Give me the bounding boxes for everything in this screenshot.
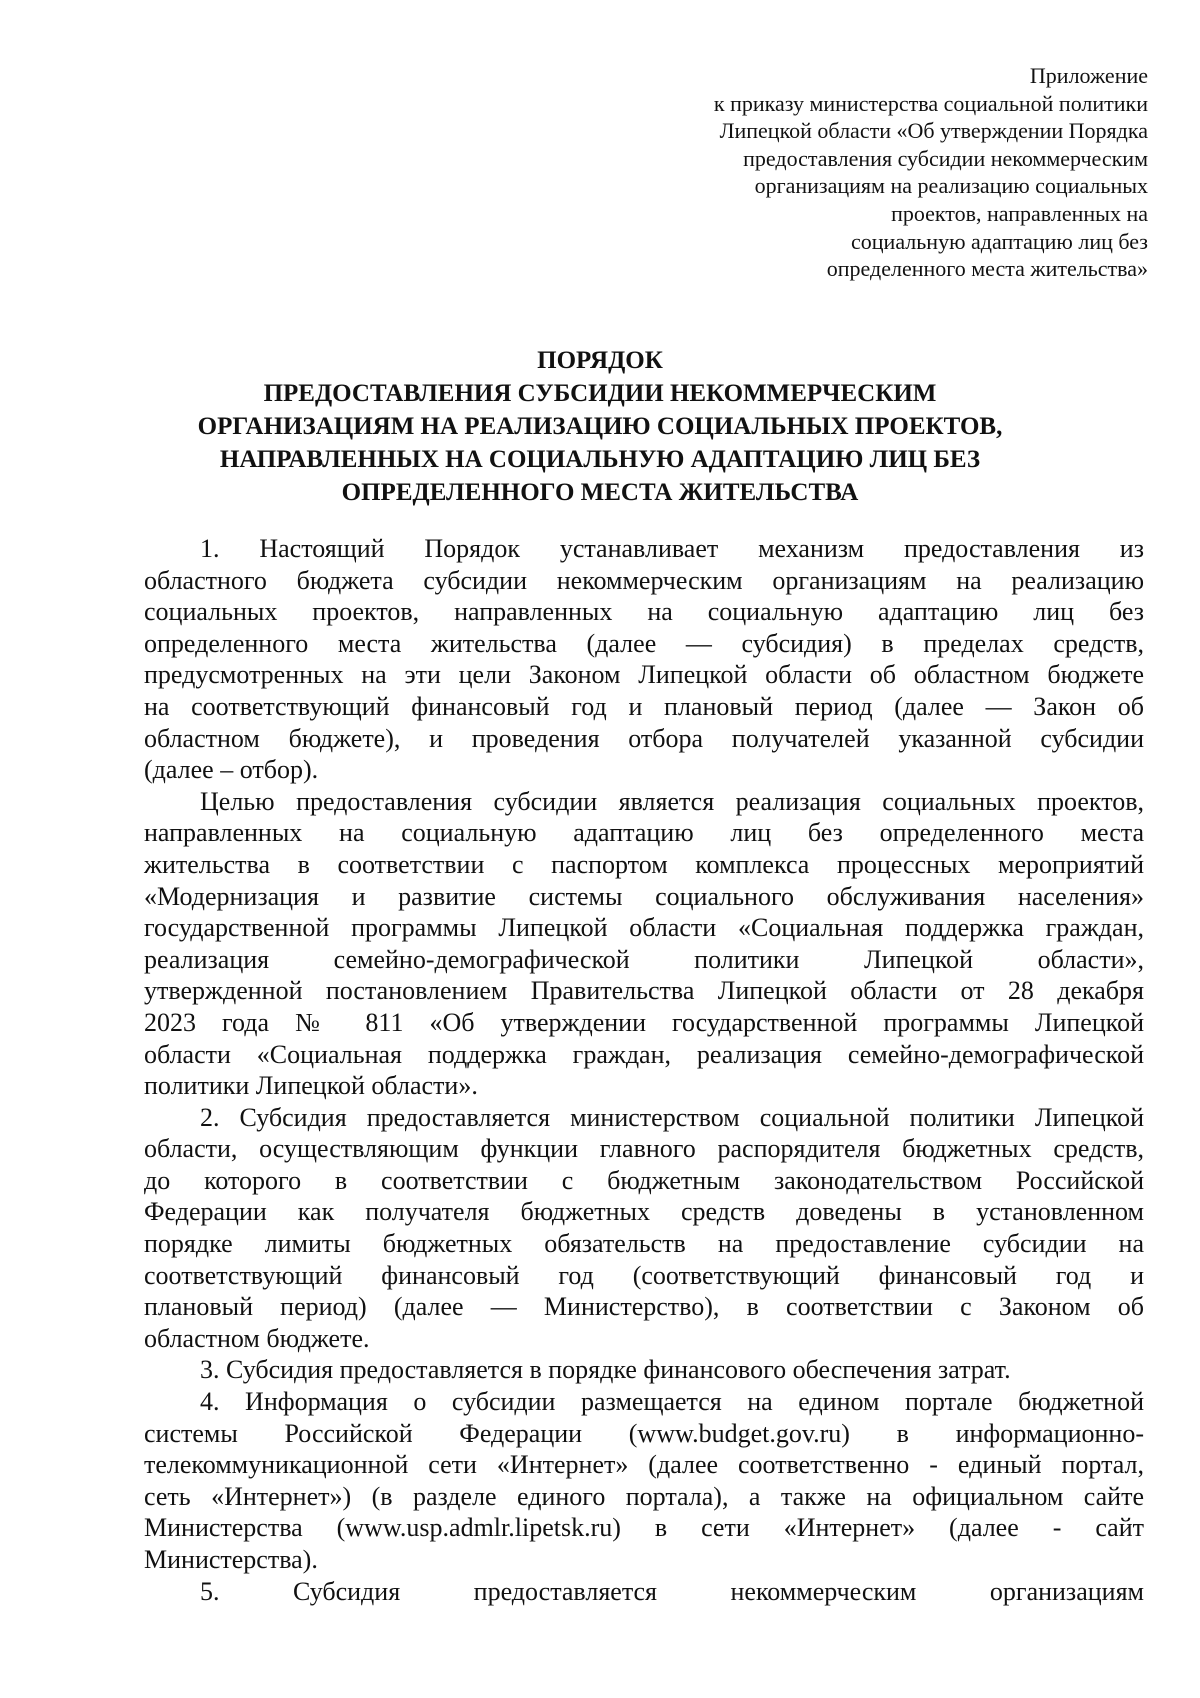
paragraph-line: жительства в соответствии с паспортом комплекса процессных мероприятий — [144, 849, 1144, 879]
title-line: ОПРЕДЕЛЕННОГО МЕСТА ЖИТЕЛЬСТВА — [341, 479, 859, 506]
appendix-line: Приложение — [1029, 63, 1148, 88]
paragraph-line: социальных проектов, направленных на социальную адаптацию лиц без — [144, 597, 1144, 627]
appendix-line: определенного места жительства» — [826, 256, 1148, 282]
paragraph-line: предусмотренных на эти цели Законом Липецкой области об областном бюджете — [144, 660, 1144, 690]
paragraph-line: областном бюджете), и проведения отбора получателей указанной субсидии — [144, 723, 1144, 753]
paragraph-line: Федерации как получателя бюджетных средств доведены в установленном — [144, 1197, 1144, 1227]
appendix-note — [588, 62, 1148, 283]
paragraph-line: 2. Субсидия предоставляется министерством социальной политики Липецкой — [200, 1102, 1144, 1132]
paragraph-line: плановый период) (далее — Министерство), в соответствии с Законом об — [144, 1292, 1144, 1322]
appendix-line: к приказу министерства социальной политики — [713, 90, 1148, 116]
paragraph-line: 5. Субсидия предоставляется некоммерческим организациям — [200, 1576, 1144, 1606]
paragraph-line: государственной программы Липецкой области «Социальная поддержка граждан, — [144, 913, 1144, 943]
title-line: ОРГАНИЗАЦИЯМ НА РЕАЛИЗАЦИЮ СОЦИАЛЬНЫХ ПРОЕКТОВ, — [197, 413, 1003, 440]
paragraph-line: 2023 года № 811 «Об утверждении государственной программы Липецкой — [144, 1007, 1144, 1037]
paragraph-line: соответствующий финансовый год (соответствующий финансовый год и — [144, 1260, 1144, 1290]
paragraph-line: области, осуществляющим функции главного распорядителя бюджетных средств, — [144, 1134, 1144, 1164]
paragraph-line: «Модернизация и развитие системы социального обслуживания населения» — [144, 881, 1144, 911]
paragraph-line: системы Российской Федерации (www.budget.gov.ru) в информационно- — [144, 1418, 1144, 1448]
paragraph-line: (далее – отбор). — [144, 755, 319, 785]
paragraph-line: областного бюджета субсидии некоммерческим организациям на реализацию — [144, 565, 1144, 595]
appendix-line: Липецкой области «Об утверждении Порядка — [719, 118, 1148, 144]
paragraph-line: Целью предоставления субсидии является реализация социальных проектов, — [200, 786, 1144, 816]
paragraph-line: Министерства (www.usp.admlr.lipetsk.ru) в сети «Интернет» (далее - сайт — [144, 1513, 1144, 1543]
appendix-line: проектов, направленных на — [891, 200, 1148, 226]
paragraph-line: до которого в соответствии с бюджетным законодательством Российской — [144, 1165, 1144, 1195]
title-line: ПОРЯДОК — [537, 347, 663, 374]
paragraph-line: 4. Информация о субсидии размещается на едином портале бюджетной — [200, 1387, 1144, 1417]
document-body — [144, 533, 1144, 1607]
paragraph-line: политики Липецкой области». — [144, 1071, 478, 1101]
paragraph-line: направленных на социальную адаптацию лиц без определенного места — [144, 818, 1144, 848]
paragraph-line: порядке лимиты бюджетных обязательств на предоставление субсидии на — [144, 1229, 1144, 1259]
paragraph-line: сеть «Интернет») (в разделе единого портала), а также на официальном сайте — [144, 1481, 1144, 1511]
paragraph-line: определенного места жительства (далее — субсидия) в пределах средств, — [144, 628, 1144, 658]
paragraph-line: на соответствующий финансовый год и плановый период (далее — Закон об — [144, 691, 1144, 721]
title-line: НАПРАВЛЕННЫХ НА СОЦИАЛЬНУЮ АДАПТАЦИЮ ЛИЦ БЕЗ — [219, 446, 981, 473]
document-title — [60, 344, 1140, 509]
paragraph-line: области «Социальная поддержка граждан, реализация семейно-демографической — [144, 1039, 1144, 1069]
paragraph-line: телекоммуникационной сети «Интернет» (далее соответственно - единый портал, — [144, 1450, 1144, 1480]
paragraph-line: 3. Субсидия предоставляется в порядке финансового обеспечения затрат. — [200, 1355, 1011, 1385]
appendix-line: предоставления субсидии некоммерческим — [743, 145, 1148, 171]
appendix-line: социальную адаптацию лиц без — [851, 228, 1148, 254]
title-line: ПРЕДОСТАВЛЕНИЯ СУБСИДИИ НЕКОММЕРЧЕСКИМ — [263, 380, 937, 407]
paragraph-line: реализация семейно-демографической политики Липецкой области», — [144, 944, 1144, 974]
paragraph-line: Министерства). — [144, 1545, 318, 1574]
paragraph-line: утвержденной постановлением Правительства Липецкой области от 28 декабря — [144, 976, 1144, 1006]
paragraph-line: областном бюджете. — [144, 1323, 370, 1353]
appendix-line: организациям на реализацию социальных — [754, 173, 1148, 199]
paragraph-line: 1. Настоящий Порядок устанавливает механизм предоставления из — [200, 534, 1144, 563]
